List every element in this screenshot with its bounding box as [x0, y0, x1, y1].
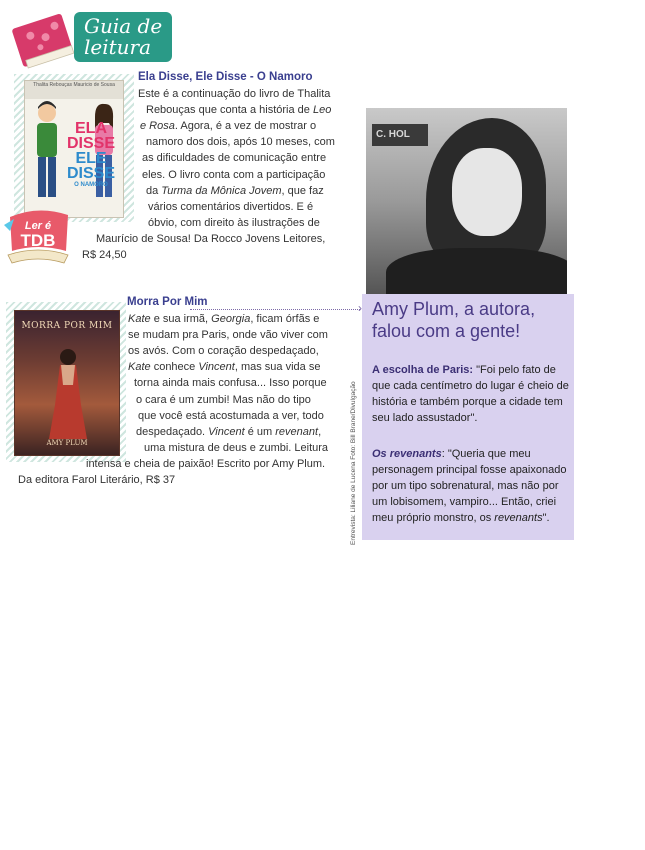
text-segment: meu próprio monstro, os — [372, 512, 495, 524]
woman-figure-illustration-icon — [43, 345, 93, 441]
book2-line — [138, 408, 324, 424]
text-segment: Os revenants — [372, 448, 442, 460]
book1-line — [142, 167, 325, 183]
text-segment: que cada centímetro do lugar é cheio de — [372, 380, 569, 392]
text-segment: Turma da Mônica Jovem — [161, 184, 282, 197]
text-segment: vários comentários divertidos. E é — [148, 200, 314, 213]
text-segment: se mudam pra Paris, onde vão viver com — [128, 329, 328, 342]
dotted-connector — [190, 309, 360, 310]
text-segment: e Rosa — [140, 120, 175, 133]
interview-title-line1: Amy Plum, a autora, — [372, 299, 536, 319]
text-segment: Leo — [312, 104, 332, 117]
text-segment: personagem principal fosse apaixonado — [372, 464, 567, 476]
interview-answer-paris — [372, 362, 569, 426]
interview-line — [372, 394, 569, 410]
text-segment: Rebouças que conta a história de — [146, 104, 313, 117]
book-logo-icon — [10, 8, 76, 70]
book1-cover — [24, 80, 124, 218]
book2-cover-author: AMY PLUM — [46, 439, 88, 447]
book1-cover-authors: Thalita Rebouças Mauricio de Sousa — [25, 81, 123, 99]
book1-cover-title-4: DISSE — [66, 165, 115, 182]
text-segment: torna ainda mais confusa... Isso porque — [134, 377, 327, 390]
interview-title-line2: falou com a gente! — [372, 321, 521, 341]
text-segment: uma mistura de deus e zumbi. Leitura — [144, 441, 329, 454]
author-photo — [366, 108, 567, 294]
book1-line — [148, 215, 320, 231]
badge-line1: Ler é — [24, 220, 52, 232]
text-segment: Georgia — [211, 313, 251, 325]
photo-credits: Entrevista: Liliane de Lucena Foto: Bill Brane/Divulgação — [350, 381, 357, 545]
book1-line — [146, 183, 324, 199]
interview-line — [372, 378, 569, 394]
text-segment: , ficam órfãs e — [250, 313, 320, 325]
photo-street-sign: C. HOL — [372, 124, 428, 146]
text-segment: da — [146, 184, 162, 197]
text-segment: "Foi pelo fato de — [473, 364, 556, 376]
section-title — [74, 12, 172, 62]
book1-line — [96, 231, 325, 247]
book1-cover-title-1: ELA — [75, 120, 107, 137]
text-segment: : "Queria que meu — [441, 448, 531, 460]
book1-cover-title — [61, 121, 121, 189]
text-segment: os avós. Com o coração despedaçado, — [128, 345, 319, 358]
chevron-right-icon: › — [358, 301, 362, 315]
text-segment: Este é a continuação do livro de Thalita — [138, 88, 331, 100]
text-segment: , — [318, 425, 322, 438]
interview-line — [372, 462, 566, 478]
text-segment: Vincent — [208, 425, 245, 438]
book2-line — [144, 440, 328, 456]
interview-line — [372, 494, 566, 510]
interview-answer-revenants — [372, 446, 566, 526]
text-segment: despedaçado. — [136, 425, 209, 438]
interview-line — [372, 446, 566, 462]
book2-line — [128, 327, 328, 343]
book2-line — [128, 311, 319, 327]
text-segment: , que faz — [281, 184, 324, 197]
text-segment: . Agora, é a vez de mostrar o — [174, 120, 317, 133]
interview-box — [362, 294, 574, 540]
text-segment: que você está acostumada a ver, todo — [138, 409, 324, 422]
text-segment: revenant — [275, 425, 319, 438]
book1-cover-title-2: DISSE — [66, 135, 115, 152]
text-segment: Vincent — [198, 361, 235, 374]
text-segment: namoro dos dois, após 10 meses, com — [146, 136, 335, 149]
badge-line2: TDB — [20, 231, 56, 250]
text-segment: intensa e cheia de paixão! Escrito por Amy Plum. — [86, 457, 326, 470]
section-title-line1: Guia de — [84, 14, 163, 38]
book2-line — [86, 456, 325, 472]
book1-line — [138, 86, 330, 102]
photo-body — [386, 248, 567, 294]
book1-cover-title-3: ELE — [75, 150, 107, 167]
ler-e-tdb-badge — [2, 205, 74, 267]
book2-line — [136, 424, 321, 440]
text-segment: é um — [244, 425, 276, 438]
book1-line — [140, 118, 316, 134]
interview-line — [372, 410, 569, 426]
book1-cover-subtitle: O NAMORO — [74, 182, 108, 188]
book1-line — [146, 102, 331, 118]
text-segment: Kate — [128, 361, 151, 374]
book1-line — [148, 199, 313, 215]
text-segment: , mas sua vida se — [234, 361, 321, 374]
photo-face — [452, 148, 522, 236]
text-segment: história e também porque a cidade tem — [372, 396, 563, 408]
book1-line — [146, 134, 335, 150]
text-segment: A escolha de Paris: — [372, 364, 474, 376]
book1-line — [142, 150, 326, 166]
interview-line — [372, 510, 566, 526]
book1-line — [82, 247, 127, 263]
interview-line — [372, 362, 569, 378]
book2-line — [128, 359, 320, 375]
book2-cover — [14, 310, 120, 456]
book1-title: Ela Disse, Ele Disse - O Namoro — [138, 71, 313, 83]
book2-line — [134, 375, 327, 391]
book2-cover-title: MORRA POR MIM — [21, 321, 113, 331]
text-segment: Da editora Farol Literário, R$ 37 — [18, 474, 176, 486]
text-segment: Maurício de Sousa! Da Rocco Jovens Leitores, — [96, 232, 326, 245]
text-segment: as dificuldades de comunicação entre — [142, 152, 327, 165]
text-segment: conhece — [150, 361, 199, 374]
book2-line — [18, 472, 175, 488]
book2-line — [128, 343, 319, 359]
text-segment: por um tipo sobrenatural, mas não por — [372, 480, 559, 492]
text-segment: o cara é um zumbi! Mas não do tipo — [136, 393, 311, 406]
text-segment: seu lado assustador". — [372, 412, 478, 424]
text-segment: ". — [542, 512, 550, 524]
book2-title: Morra Por Mim — [127, 296, 208, 308]
text-segment: óbvio, com direito às ilustrações de — [148, 216, 320, 229]
text-segment: um lobisomem, vampiro... Então, criei — [372, 496, 557, 508]
text-segment: revenants — [494, 512, 543, 524]
text-segment: e sua irmã, — [150, 313, 212, 325]
interview-line — [372, 478, 566, 494]
section-title-line2: leitura — [84, 35, 152, 59]
text-segment: eles. O livro conta com a participação — [142, 168, 326, 181]
text-segment: Kate — [128, 313, 151, 325]
book2-line — [136, 392, 311, 408]
text-segment: R$ 24,50 — [82, 249, 127, 261]
interview-title — [372, 298, 535, 342]
